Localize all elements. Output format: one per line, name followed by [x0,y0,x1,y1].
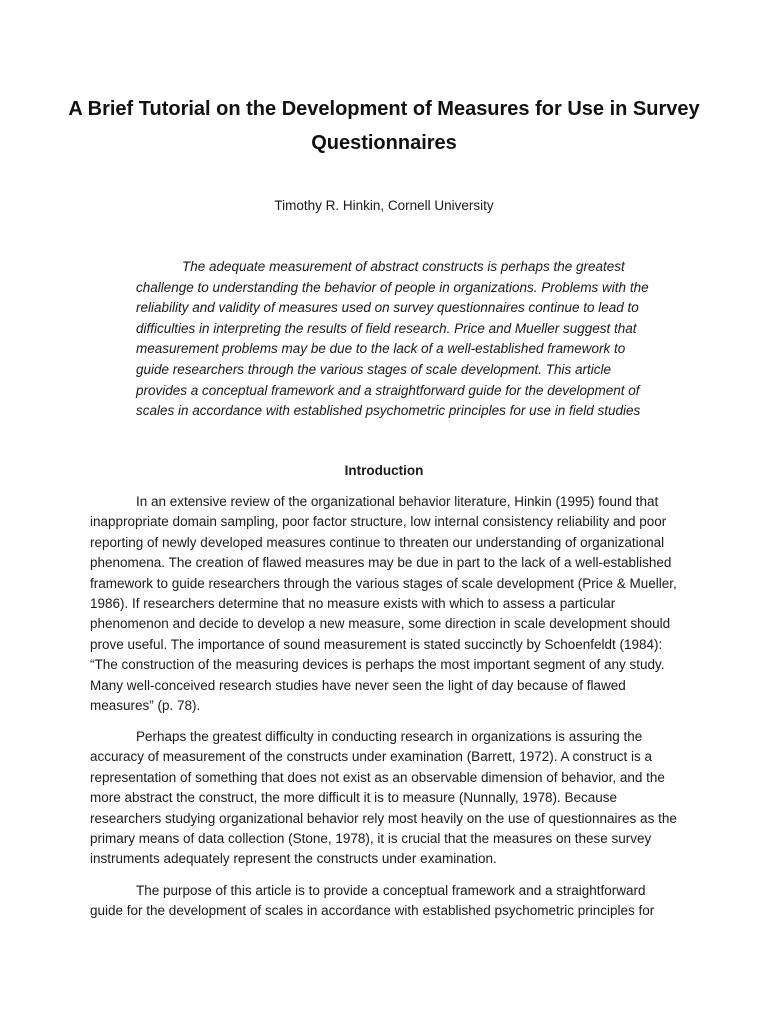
author-line: Timothy R. Hinkin, Cornell University [274,198,494,213]
section-heading-introduction: Introduction [344,463,424,478]
body-paragraph-2: Perhaps the greatest difficulty in conducting research in organizations is assuring the accuracy of measurement of the constructs under examination (Barrett, 1972). A construct is a representation of something that does not exist as an observable dimension of behavior, and the more abstract the construct, the more difficult it is to measure (Nunnally, 1978). Because researchers studying organizational behavior rely most heavily on the use of questionnaires as the primary means of data collection (Stone, 1978), it is crucial that the measures on these survey instruments adequately represent the constructs under examination. [90,729,677,867]
document-title: A Brief Tutorial on the Development of Measures for Use in Survey Questionnaires [68,98,700,154]
body-paragraph-3: The purpose of this article is to provide a conceptual framework and a straightforward guide for the development of scales in accordance with established psychometric principles for [90,883,655,919]
body-paragraph-1: In an extensive review of the organizational behavior literature, Hinkin (1995) found that inappropriate domain sampling, poor factor structure, low internal consistency reliability and poor reporting of newly developed measures continue to threaten our understanding of organizational phenomena. The creation of flawed measures may be due in part to the lack of a well-established framework to guide researchers through the various stages of scale development (Price & Mueller, 1986). If researchers determine that no measure exists with which to assess a particular phenomenon and decide to develop a new measure, some direction in scale development should prove useful. The importance of sound measurement is stated succinctly by Schoenfeldt (1984): “The construction of the measuring devices is perhaps the most important segment of any study. Many well-conceived research studies have never seen the light of day because of flawed measures” (p. 78). [90,494,677,714]
abstract: The adequate measurement of abstract constructs is perhaps the greatest challenge to understanding the behavior of people in organizations. Problems with the reliability and validity of measures used on survey questionnaires continue to lead to difficulties in interpreting the results of field research. Price and Mueller suggest that measurement problems may be due to the lack of a well-established framework to guide researchers through the various stages of scale development. This article provides a conceptual framework and a straightforward guide for the development of scales in accordance with established psychometric principles for use in field studies [136,259,649,419]
